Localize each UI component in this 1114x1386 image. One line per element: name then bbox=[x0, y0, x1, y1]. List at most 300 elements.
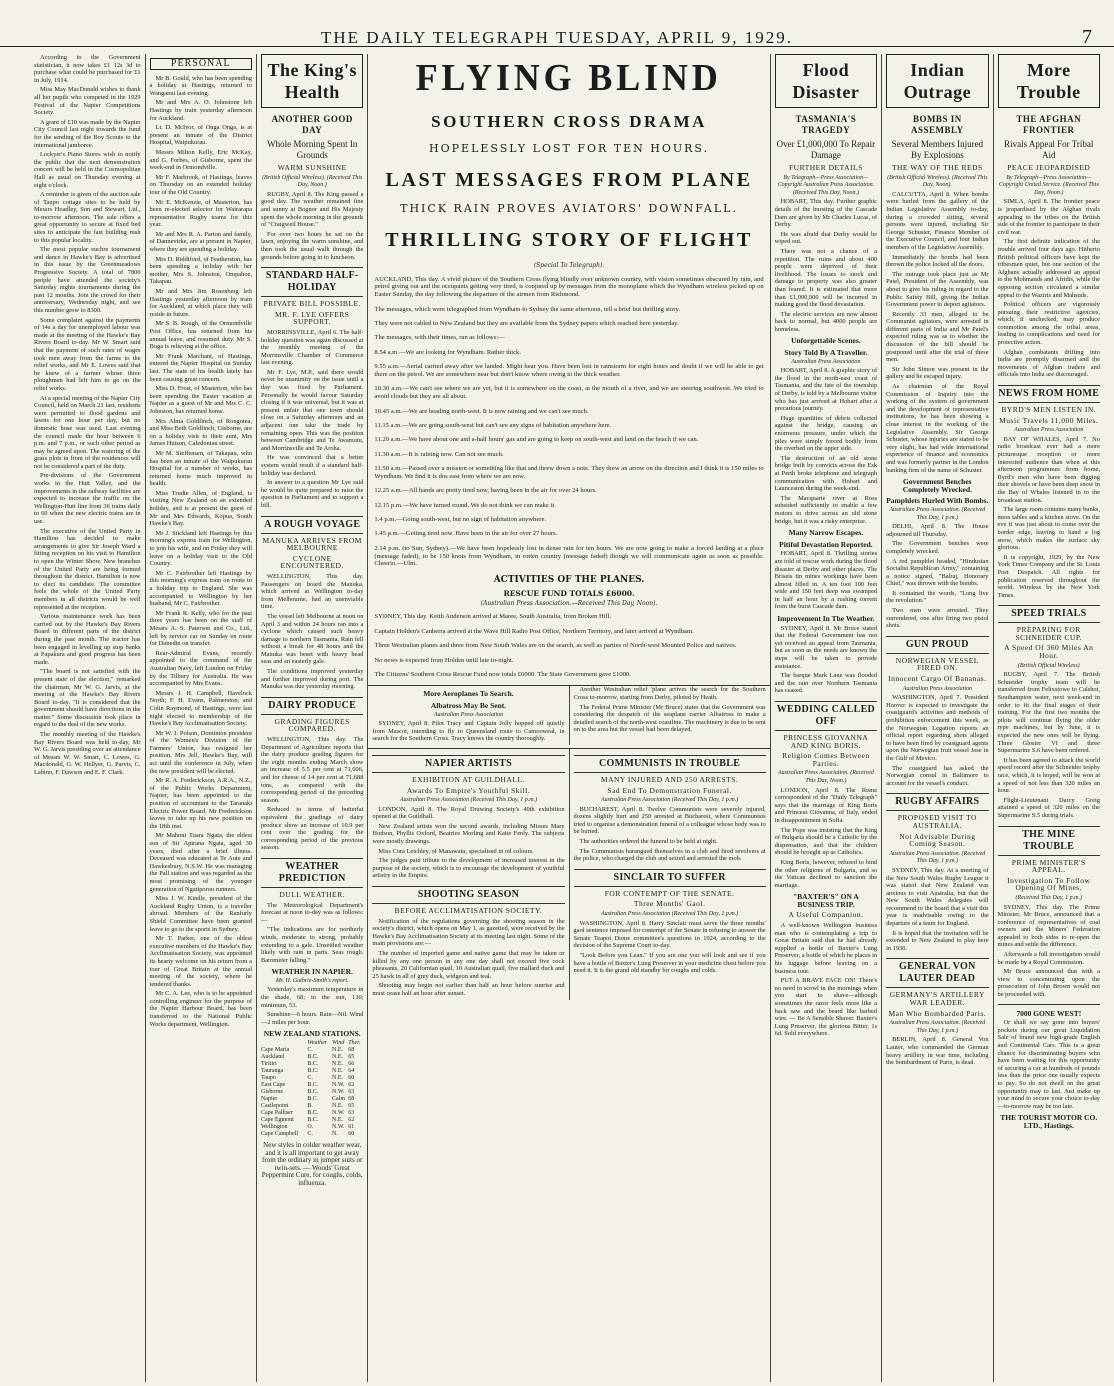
communists-credit: Australian Press Association (Received This Day, 1 p.m.) bbox=[600, 797, 739, 804]
table-header-cell: Weather bbox=[307, 1040, 328, 1047]
byrd-credit: Australian Press Association bbox=[1014, 427, 1084, 434]
table-row bbox=[261, 1096, 363, 1103]
paragraph: Mr W. J. Polson, Dominion president of the Women's Division of the Farmers' Union, has resigned her position. Mrs Jell, Hawke's Bay, will act until the conference in July, when the new president will be elected. bbox=[149, 729, 252, 775]
afghan-deck-1: THE AFGHAN FRONTIER bbox=[1016, 114, 1082, 135]
paragraph: Captain Holden's Canberra arrived at the Wave Hill Radio Post Office, Northern Territory, and later arrived at Wyndham. bbox=[374, 627, 694, 635]
paragraph: Mr R. A. Frederickson, A.R.A., N.Z., of the Public Works Department, Napier, has been appointed to the position of accountant to the Taranaki Electric Power Board. Mr Frederickson leaves to take up his new position on the 18th inst. bbox=[149, 777, 252, 830]
paragraph: The destruction of an old stone bridge built by convicts across the Esk at Perth broke telephone and telegraph communication with Hobart and Launceston during the week-end. bbox=[774, 454, 878, 493]
gun-proud-story bbox=[886, 694, 988, 787]
flying-blind-credit: (Special To Telegraph). bbox=[533, 262, 605, 269]
gone-west-heading: 7000 GONE WEST! bbox=[1016, 1008, 1082, 1018]
mine-deck: PRIME MINISTER'S APPEAL. bbox=[1011, 857, 1086, 875]
paragraph: HOBART, April 8. Thrilling stories are told of rescue work during the flood disaster at Derby and other places. The Briseis tin mines workings have been almost filled in. A ten foot 100 feet wide and 150 feet deep was swamped in half an hour by a rushing torrent from the burst Cascade dam. bbox=[774, 550, 878, 611]
paragraph: Miss J. W. Kindle, president of the Auckland Rugby Union, is a traveller abroad. Members of the Ranfurly Shield Committee have been granted leave to go to the sports in Sydney. bbox=[149, 895, 252, 933]
table-cell: 68 bbox=[348, 1096, 355, 1103]
newspaper-title: THE DAILY TELEGRAPH TUESDAY, APRIL 9, 1929. bbox=[320, 28, 793, 47]
table-cell: 63 bbox=[348, 1089, 355, 1096]
column-9-more-trouble bbox=[993, 54, 1104, 1382]
shooting-season-deck: BEFORE ACCLIMATISATION SOCIETY. bbox=[394, 906, 543, 916]
paragraph: Mr C. Fairbrother left Hastings by this morning's express train on route to a holiday trip to England. She was accompanied to Wellington by her husband, Mr C. Fairbrother. bbox=[149, 569, 252, 608]
paragraph: 11.20 a.m.—We have about one and a-half hours' gas and are going to keep on south-west and land on the beach if we can. bbox=[374, 436, 699, 444]
napier-artists-deck: EXHIBITION AT GUILDHALL. bbox=[412, 774, 525, 784]
table-cell: 62 bbox=[348, 1082, 355, 1089]
albatross-section bbox=[368, 685, 769, 745]
sinclair-headline: SINCLAIR TO SUFFER bbox=[574, 869, 766, 887]
paragraph: A red pamphlet headed, "Hindustan Socialist Republican Army," containing a notice signed, "Balraj, Honorary Chief," was thrown with the bombs. bbox=[886, 557, 989, 588]
table-cell: 66 bbox=[348, 1061, 355, 1068]
paragraph: AUCKLAND, This day. A vivid picture of the Southern Cross flying blindly over unknown country, with vision sometimes obscured by rain, and petrol giving out and the occupants getting very tired, is conjured up by messages from the monoplane which the Wyndham wireless picked up on Easter Sunday, the day following the departure of the airmen from Richmond. bbox=[374, 275, 764, 299]
paragraph: Pre-divisions of the Government works in the Hutt Valley, and the improvements in the railway facilities are expected to increase the traffic on the Wellington-Hutt line from 36 trains daily to 60 when the new electric trains are in use. bbox=[34, 472, 141, 526]
kings-health-credit: (British Official Wireless). (Received This Day, Noon.) bbox=[262, 174, 363, 189]
paragraph: SIMLA, April 8. The frontier peace is jeopardised by the Afghan rivals appealing to the tribes on the British side of the frontier to participate in their civil war. bbox=[997, 198, 1100, 236]
indian-credit: (British Official Wireless). (Received This Day, Noon). bbox=[887, 174, 988, 189]
table-cell: 65 bbox=[348, 1054, 355, 1061]
napier-artists-sub: Awards To Empire's Youthful Skill. bbox=[406, 785, 531, 795]
personal-items bbox=[150, 75, 252, 1029]
table-cell: B. bbox=[307, 1103, 313, 1110]
flood-deck-1: TASMANIA'S TRAGEDY bbox=[795, 114, 857, 135]
paragraph: The coastguard has asked the Norwegian consul in Baltimore to account for the vessel's conduct. bbox=[886, 764, 989, 787]
rugby-credit: Australian Press Association. (Received This Day, 1 p.m.) bbox=[889, 850, 986, 865]
weather-prediction-headline: WEATHER PREDICTION bbox=[261, 858, 363, 888]
paragraph: "Look Before you Lean." If you are one you will look and see if you have a bottle of Baxter's Lung Preserver in your medicine chest before you need it. It is the grand old standby for coughs and colds. bbox=[573, 952, 766, 975]
napier-artists-headline: NAPIER ARTISTS bbox=[372, 755, 564, 773]
paragraph: The authorities ordered the funeral to be held at night. bbox=[579, 838, 718, 846]
table-row bbox=[261, 1117, 363, 1124]
column-3-kings-health bbox=[256, 54, 367, 1382]
flying-blind-spread bbox=[367, 54, 769, 1382]
activities-story bbox=[368, 613, 769, 678]
paragraph: It is hoped that the invitation will be extended to New Zealand to play here in 1930. bbox=[886, 929, 989, 952]
paragraph: Mr S. B. Rough, of the Ormondville Post Office, has returned from his annual leave, and resumed duty. Mr S. Boga is relieving at the office. bbox=[149, 320, 252, 351]
paragraph: Miss Trudie Allen, of England, is visiting New Zealand on an extended holiday, and is at present the guest of Mr and Mrs Edwards, Kopua, South Hawke's Bay. bbox=[149, 489, 252, 528]
benches-heading: Government Benches Completely Wrecked. bbox=[902, 477, 972, 494]
half-holiday-deck: PRIVATE BILL POSSIBLE. bbox=[263, 299, 361, 309]
paragraph: A grant of £10 was made by the Napier City Council last night towards the fund for the sending of the Boy Scouts to the international jamboree. bbox=[34, 118, 141, 149]
tourist-motor-footer: THE TOURIST MOTOR CO. LTD., Hastings. bbox=[1000, 1113, 1098, 1130]
paragraph: "The board is not satisfied with the present state of the election," remarked the chairman, Mr W. G. Jarvis, at the meeting of the Hawke's Bay Rivers Board to-day. "It is considered that the government should have directions in the matter." Some discussion took place in regard to the deal of the new works. bbox=[34, 668, 141, 729]
paragraph: In answer to a question Mr Lye said he would be quite prepared to raise the question in Parliament and to support a bill. bbox=[260, 479, 364, 509]
indian-deck-3: THE WAY OF THE REDS bbox=[891, 163, 983, 172]
speed-story bbox=[998, 671, 1100, 819]
paragraph: The vessel left Melbourne at noon on April 3 and within 24 hours ran into a cyclone which caused such heavy damage to northern Tasmania. Rain fell without a break for 48 hours and the Manuka was beset with heavy head seas and an easterly gale. bbox=[260, 612, 364, 666]
paragraph: Miss D. Frost, of Masterton, who has been spending the Easter vacation at Napier as a guest of Mr and Mrs C. C. Johnston, has returned home. bbox=[149, 385, 252, 415]
sinclair-credit: Australian Press Association (Received This Day, 1 p.m.) bbox=[600, 911, 739, 918]
dairy-produce-deck: GRADING FIGURES COMPARED. bbox=[274, 716, 350, 734]
paragraph: At a special meeting of the Napier City Council, held on March 21 last, residents were permitted to flood gardens and lawns for one hour per day, but no domestic hose was used. Last evening the council made the hour between 6 p.m. and 7 p.m., or such other period as may be agreed upon. The watering of the grass plots in front of the residences will not be considered a part of the duty. bbox=[34, 394, 141, 470]
paragraph: The judges paid tribute to the development of increased interest in the purpose of the society, which is to encourage the development of youthful artistry in the Empire. bbox=[372, 857, 565, 880]
table-cell: Tauranga bbox=[260, 1068, 284, 1075]
last-messages-deck: LAST MESSAGES FROM PLANE bbox=[385, 169, 753, 191]
paragraph: Mr and Mrs Jim Rosenberg left Hastings yesterday afternoon by train for Auckland, at which place they will reside in future. bbox=[149, 288, 252, 318]
paragraph: He was afraid that Derby would be wiped out. bbox=[774, 230, 878, 246]
table-cell: B.C. bbox=[307, 1061, 319, 1068]
paragraph: 1.45 p.m.—Getting tired now. Have been in the air for over 27 hours. bbox=[374, 530, 558, 538]
napier-weather-credit: Mr. H. Guthrie-Smith's report. bbox=[275, 977, 349, 984]
paragraph: Afghan combatants drifting into India are promptly disarmed and the movements of Afghan traders and officials into India are discouraged. bbox=[997, 348, 1100, 379]
speed-trials-headline: SPEED TRIALS bbox=[998, 605, 1100, 623]
lauter-deck: GERMANY'S ARTILLERY WAR LEADER. bbox=[889, 990, 985, 1008]
kings-health-deck-3: WARM SUNSHINE bbox=[277, 163, 347, 172]
more-aeroplanes-heading: More Aeroplanes To Search. bbox=[423, 689, 514, 699]
paragraph: Yesterday's maximum temperature in the shade, 68; in the sun, 130; minimum, 53. bbox=[260, 986, 364, 1009]
paragraph: Mr E. McKenzie, of Masterton, has been re-elected selector for Wairarapa representative Rugby teams for this year. bbox=[149, 198, 252, 229]
table-cell: 60 bbox=[348, 1075, 355, 1082]
paragraph: King Boris, however, refused to bind the other religions of Bulgaria, and so the Vatican declined to sanction the marriage. bbox=[774, 858, 878, 889]
half-holiday-headline: STANDARD HALF-HOLIDAY bbox=[261, 267, 363, 297]
pitiful-devastation-heading: Pitiful Devastation Reported. bbox=[779, 539, 873, 549]
communists-story bbox=[574, 806, 766, 863]
divider bbox=[998, 1004, 1100, 1005]
paragraph: There was not a chance of a repetition. The ruins and about 400 people were deprived of their livelihood. The losses to stock and damage to property was also greater than feared. It is estimated that more than £1,000,000 will be incurred in making good the flood devastation. bbox=[774, 247, 878, 309]
rugby-sub: Not Advisable During Coming Season. bbox=[899, 831, 976, 849]
traveller-heading: Story Told By A Traveller. bbox=[784, 348, 868, 358]
shooting-season-headline: SHOOTING SEASON bbox=[372, 886, 564, 904]
lauter-sub: Man Who Bombarded Paris. bbox=[888, 1008, 987, 1018]
paragraph: For over two hours he sat on the lawn, enjoying the warm sunshine, and then took the usual walk through the grounds before going in to luncheon. bbox=[260, 230, 364, 261]
baxter-heading: "BAXTER'S" ON A BUSINESS TRIP. bbox=[792, 892, 859, 909]
flying-blind-story bbox=[368, 276, 769, 569]
sinclair-sub: Three Months' Gaol. bbox=[633, 899, 706, 909]
paragraph: Shooting may begin not earlier than half an hour before sunrise and must cease half an hour after sunset. bbox=[372, 982, 565, 997]
paragraph: HOBART, April 8. A graphic story of the flood in the north-east coast of Tasmania, and the fate of the township of Derby, is told by a Melbourne visitor who has just arrived at Hobart after a precarious journey. bbox=[774, 367, 878, 413]
table-row bbox=[261, 1082, 363, 1089]
wedding-headline: WEDDING CALLED OFF bbox=[775, 701, 877, 731]
table-row bbox=[261, 1075, 363, 1082]
paragraph: 8.54 a.m.—We are looking for Wyndham. Rather thick. bbox=[374, 348, 521, 356]
table-cell: N.W. bbox=[332, 1089, 345, 1096]
table-row bbox=[261, 1089, 363, 1096]
paragraph: 11.50 a.m.—Passed over a mission or something like that and threw down a note. They drew an arrow on the direction and I think it is 150 miles to Wyndham. We find it is dos east from where we are now. bbox=[374, 465, 764, 480]
column-1-local-notes bbox=[34, 54, 145, 1382]
table-cell: C. bbox=[307, 1131, 313, 1138]
column-8-indian-outrage bbox=[881, 54, 992, 1382]
table-cell: N.E. bbox=[332, 1054, 344, 1061]
table-cell: B.C. bbox=[307, 1117, 319, 1124]
rugby-headline: RUGBY AFFAIRS bbox=[886, 793, 988, 811]
improvement-story bbox=[775, 625, 877, 695]
lauter-story bbox=[886, 1036, 988, 1066]
pamphlets-story bbox=[886, 523, 988, 630]
baxter-sub: A Useful Companion. bbox=[788, 910, 864, 920]
paragraph: Mr F. Marbrook, of Hastings, leaves on Thursday on an extended holiday tour of the Old Country. bbox=[149, 173, 252, 196]
paragraph: Lockyer's Piano Stores wish to notify the public that the next demonstration concert will be held in the Cosmopolitan Hall as usual on Thursday evening at eight o'clock. bbox=[34, 151, 141, 189]
paragraph: BERLIN, April 8. General Von Lauter, who commanded the German heavy artillery in war time, including the bombardment of Paris, is dead. bbox=[886, 1036, 989, 1067]
paragraph: LONDON, April 8. The Royal Drawing Society's 40th exhibition opened at the Guildhall. bbox=[372, 805, 565, 821]
table-cell: B.C. bbox=[307, 1054, 319, 1061]
paragraph: New Zealand artists won the second awards, including Misses Mary Hodson, Phyllis Oxford, Beatrice Morling and Katie Fenly. The subjects were mostly drawings. bbox=[372, 822, 565, 846]
albatross-paragraph: The Federal Prime Minister (Mr Bruce) states that the Government was considering the despatch of the seaplane carrier Albatross to make a detailed search of the north-west coastline. The machinery is due to be sent on to the area but the vessel had been delayed. bbox=[573, 703, 766, 734]
paragraph: Mr M. Steffensen, of Takapau, who has been an inmate of the Waipukurau Hospital for a number of weeks, has returned home much improved in health. bbox=[149, 449, 252, 488]
lower-left-column bbox=[368, 749, 568, 1000]
paragraph: The barque Mark Lane was flooded and the rain over Northern Tasmania has ceased. bbox=[774, 672, 878, 695]
paragraph: Mrs Alma Goldfinch, of Rongotea, and Miss Beth Goldfinch, Gisborne, are on a holiday visit to their aunt, Mrs James Hutson, Caledonian street. bbox=[149, 417, 252, 448]
communists-headline: COMMUNISTS IN TROUBLE bbox=[574, 755, 766, 773]
paragraph: Sir John Simon was present in the gallery and he escaped injury. bbox=[886, 365, 989, 381]
paragraph: SYDNEY, April 8. Mr Bruce stated that the Federal Government has not yet received an appeal from Tasmania, but as soon as the needs are known the steps will be taken to provide assistance. bbox=[774, 624, 878, 670]
paragraph: SYDNEY, This day. Keith Anderson arrived at Maree, South Australia, from Broken Hill. bbox=[374, 613, 611, 621]
table-cell: 62 bbox=[348, 1117, 355, 1124]
improvement-heading: Improvement In The Weather. bbox=[777, 614, 875, 624]
paragraph: Huge quantities of debris collected against the bridge, causing an enormous pressure, under which the piles were simply forced bodily from the riverbed on the upper side. bbox=[774, 414, 878, 453]
table-cell: Wellington bbox=[260, 1124, 288, 1131]
paragraph: 12.25 a.m.—All hands are pretty tired now, having been in the air for over 24 hours. bbox=[374, 487, 597, 495]
paragraph: Mr and Mrs R. A. Parton and family, of Dannevirke, are at present in Napier, where they are spending a holiday. bbox=[149, 230, 252, 254]
paragraph: Mr C. A. Lee, who is to be appointed controlling engineer for the purpose of the Napier Harbour Board, has been transferred to the National Public Works department, Wellington. bbox=[149, 990, 252, 1028]
paragraph: Flight-Lieutenant Darcy Greig attained a speed of 320 miles on the Supermarine S.5 during trials. bbox=[997, 796, 1100, 819]
napier-weather-story bbox=[261, 986, 363, 1026]
table-cell: 68 bbox=[348, 1047, 355, 1054]
table-header-cell: Ther. bbox=[348, 1040, 361, 1047]
paragraph: Recently 33 men, alleged to be Communist agitators, were arrested in different parts of India and Mr Patel's expected ruling was as to whether the discussion of the bill should be postponed until after the trial of these men. bbox=[886, 310, 989, 364]
table-cell: Taupo bbox=[260, 1075, 276, 1082]
table-row bbox=[261, 1047, 363, 1054]
afghan-deck-3: PEACE JEOPARDISED bbox=[1007, 163, 1091, 172]
paragraph: No news is expected from Holden until late to-night. bbox=[374, 656, 514, 664]
sinclair-deck: FOR CONTEMPT OF THE SENATE. bbox=[604, 888, 735, 898]
paragraph: Mr J. Stickland left Hastings by this morning's express train for Wellington, to join his wife, and on Friday they will leave on a holiday visit to the Old Country. bbox=[149, 529, 252, 568]
indian-outrage-headline: Indian Outrage bbox=[886, 54, 988, 108]
paragraph: SYDNEY, This day. At a meeting of the New South Wales Rugby League it was stated that New Zealand was anxious to visit Australia, but that the New South Wales delegates will recommend to the board that a visit this year is inadvisable owing to the departure of a team for England. bbox=[886, 866, 989, 928]
paragraph: Mrs D. Riddiford, of Featherston, has been spending a holiday with her mother, Mrs S. Johnston, Ompahoe, Takapau. bbox=[149, 255, 252, 286]
table-cell: B.C. bbox=[307, 1096, 319, 1103]
table-row bbox=[261, 1054, 363, 1061]
lauter-headline: GENERAL VON LAUTER DEAD bbox=[886, 958, 988, 988]
table-cell: Cape Egmont bbox=[260, 1117, 294, 1124]
kings-health-deck-2: Whole Morning Spent In Grounds bbox=[267, 139, 358, 160]
table-cell: N.W. bbox=[332, 1110, 345, 1117]
table-cell: B.C. bbox=[307, 1110, 319, 1117]
paragraph: Three Westralian planes and three from New South Wales are on the search, as well as parties of North-west Mounted Police and natives. bbox=[374, 642, 737, 650]
table-row bbox=[261, 1068, 363, 1075]
kings-health-headline: The King's Health bbox=[261, 54, 363, 108]
paragraph: The Citizens' Southern Cross Rescue Fund now totals £6000. The State Government gave £1000. bbox=[374, 670, 631, 678]
paragraph: RUGBY, April 8. The King passed a good day. The weather remained fine and sunny at Bognor and His Majesty spent the whole morning in the grounds of "Craigweil House." bbox=[260, 190, 364, 229]
table-cell: East Cape bbox=[260, 1082, 286, 1089]
paragraph: The first definite indication of the trouble arrived four days ago. Hitherto British political officers have kept the tribesmen quiet, but one section of the Afghans actually addressed an appeal to the Mohmands and Afridis, while the opposing section circulated a similar appeal to the Waziris and Mahsuds. bbox=[997, 238, 1100, 299]
afghan-story bbox=[998, 198, 1100, 379]
paragraph: The number of imported game and native game that may be taken or killed by any one person in any one day shall not exceed five cock pheasants, 20 Californian quail, 10 Australian quail, five mallard duck and 25 hawk in all of grey duck, widgeon and teal. bbox=[372, 950, 565, 980]
more-trouble-headline: More Trouble bbox=[998, 54, 1100, 108]
mine-trouble-headline: THE MINE TROUBLE bbox=[998, 826, 1100, 856]
kings-health-story bbox=[261, 191, 363, 261]
paragraph: The Macquarie river at Ross subsided sufficiently to enable a few motors to drive across an old stone bridge, but it was a risky enterprise. bbox=[774, 494, 878, 525]
activities-credit: (Australian Press Association.—Received This Day, Noon). bbox=[480, 599, 658, 607]
paragraph: The outrage took place just as Mr Patel, President of the Assembly, was about to give his ruling in regard to the Public Safety Bill, giving the Indian Government power to deport agitators. bbox=[886, 270, 989, 309]
paragraph: 1.4 p.m.—Going south-west, but no sign of habitation anywhere. bbox=[374, 516, 547, 524]
dairy-produce-headline: DAIRY PRODUCE bbox=[261, 697, 363, 715]
lower-wide-section bbox=[368, 748, 769, 1000]
pitiful-story bbox=[775, 550, 877, 611]
table-cell: Napier bbox=[260, 1096, 278, 1103]
paragraph: SYDNEY, This day. The Prime Minister, Mr Bruce, announced that a conference of representatives of coal owners and the Miners' Federation appealed to both sides to re-open the mines and settle the difference. bbox=[997, 903, 1100, 949]
table-cell: Cape Palliser bbox=[260, 1110, 293, 1117]
table-cell: Calm bbox=[332, 1096, 346, 1103]
column-2-personal bbox=[145, 54, 256, 1382]
table-cell: N.W. bbox=[332, 1082, 345, 1089]
table-cell: 65 bbox=[348, 1103, 355, 1110]
table-row bbox=[261, 1103, 363, 1110]
paragraph: LONDON, April 8. The Rome correspondent of the "Daily Telegraph" says that the marriage of King Boris and Princess Giovanna, of Italy, ended in disappointment in Sofia. bbox=[774, 786, 878, 824]
paragraph: HOBART, This day. Further graphic details of the bursting of the Cascade Dam are given by Mr Charles Lucas, of Derby. bbox=[774, 198, 878, 229]
gun-proud-sub: Innocent Cargo Of Bananas. bbox=[888, 674, 987, 684]
paragraph: Mr Mahoni Tuara Ngata, the eldest son of Sir Apirana Ngata, aged 30 years, died after a brief illness. Deceased was educated at Te Aute and Hawkesbury, N.S.W. He was managing the Pall station and was regarded as the most promising of the younger generation of Ngatiporou runners. bbox=[149, 832, 252, 893]
paragraph: 11.30 a.m.—It is raining now. Can not see much. bbox=[374, 450, 504, 458]
table-cell: N.E. bbox=[332, 1103, 344, 1110]
paragraph: They were not cabled to New Zealand but they are available from the Sydney papers which reached here yesterday. bbox=[374, 319, 679, 327]
page-number: 7 bbox=[1082, 26, 1092, 48]
indian-deck-1: BOMBS IN ASSEMBLY bbox=[910, 114, 964, 135]
paragraph: The Communists harangued themselves in a club and fired revolvers at the police, who charged the club and seized and arrested the mob. bbox=[573, 847, 766, 863]
thick-rain-deck: THICK RAIN PROVES AVIATORS' DOWNFALL. bbox=[400, 202, 738, 215]
paragraph: The executive of the United Party in Hamilton has decided to make arrangements to give Sir Joseph Ward a fitting reception on his visit to Hamilton to open the Winter Show. New branches of the United Party are being formed throughout the district. Hamilton is now to elect its candidate. The committee feels the whole of the United Party members in all districts would be well represented at the reception. bbox=[34, 527, 141, 611]
woods-peppermint-ad: New styles in colder weather wear, and it is all important to get away from the ordinary in jumper suits or twin-sets. — Woods' Great Peppermint Cure, for coughs, colds, influenza. bbox=[261, 1141, 363, 1187]
mine-sub: Investigation To Follow Opening Of Mines. bbox=[1007, 875, 1091, 893]
communists-sub: Sad End To Demonstration Funeral. bbox=[607, 785, 732, 795]
flying-blind-headline: FLYING BLIND bbox=[416, 57, 723, 99]
paragraph: Messrs Milton Kelly, Eric McKay, and G. Forbes, of Gisborne, spent the week-end in Ormondville. bbox=[149, 148, 252, 172]
rugby-deck: PROPOSED VISIT TO AUSTRALIA. bbox=[897, 813, 977, 830]
afghan-deck-2: Rivals Appeal For Tribal Aid bbox=[1004, 139, 1094, 160]
rough-voyage-headline: A ROUGH VOYAGE bbox=[261, 516, 363, 534]
paragraph: Lt. D. McIvor, of Onga Onga, is at present an inmate of the District Hospital, Waipukurau. bbox=[149, 124, 252, 147]
paragraph: The messages, with their times, ran as follows:— bbox=[374, 334, 505, 342]
wedding-deck: PRINCESS GIOVANNA AND KING BORIS. bbox=[783, 733, 869, 750]
paragraph: Mr Frank Marchant, of Hastings, entered the Napier Hospital on Sunday last. The state of his health lately has been causing great concern. bbox=[149, 352, 252, 383]
paragraph: WELLINGTON, This day. Passengers on board the Manuka, which arrived at Wellington to-day from Melbourne, had an unenviable time. bbox=[260, 572, 364, 611]
paragraph: Some complaint against the payments of 14s a day for unemployed labour was made at the meeting of the Hawke's Bay Rivers Board to-day. Mr W. Smart said that the payment of such rates of wages took men away from the farms to the relief works, and Mr E. Lowes said that he knew of a farmer whose three ploughmen had left him to go on the relief works. bbox=[34, 316, 141, 392]
paragraph: CALCUTTA, April 8. When bombs were hurled from the gallery of the Indian Legislative Assembly to-day, during a crowded sitting, several persons were injured, including Sir George Schuster, Finance Member of the Executive Council, and four Indian members of the Legislative Assembly. bbox=[886, 190, 989, 251]
thrilling-story-deck: THRILLING STORY OF FLIGHT bbox=[385, 229, 753, 251]
paragraph: Mr F. Lye, M.P., said there would never be unanimity on the issue until a day was fixed by Parliament. Personally he would favour Saturday closing if it was universal, but it was at present unfair that one town should close on a Saturday afternoon and an adjacent one take the trade by remaining open. This was the position between Cambridge and Te Awamutu, and Morrinsville and Te Aroha. bbox=[260, 368, 364, 452]
paragraph: A well-known Wellington business man who is contemplating a trip to Great Britain said that he had already supplied a bottle of Baxter's Lung Preserver, a bottle of which he places in his luggage before leaving on a business tour. bbox=[774, 922, 878, 975]
table-cell: Auckland bbox=[260, 1054, 285, 1061]
paragraph: Mr and Mrs A. O. Johnstone left Hastings by train yesterday afternoon for Auckland. bbox=[149, 99, 252, 122]
traveller-story bbox=[775, 367, 877, 525]
communists-deck: MANY INJURED AND 250 ARRESTS. bbox=[600, 774, 739, 784]
paragraph: Mr B. Gould, who has been spending a holiday at Hastings, returned to Wanganui last evening. bbox=[149, 74, 252, 97]
table-cell: Cape Campbell bbox=[260, 1131, 299, 1138]
hopelessly-lost-deck: HOPELESSLY LOST FOR TEN HOURS. bbox=[429, 142, 710, 155]
paragraph: The electric services are now almost back to normal, but 4000 people are homeless. bbox=[774, 310, 878, 333]
albatross-heading: Albatross May Be Sent. bbox=[430, 700, 507, 710]
paragraph: DELHI, April 8. The House adjourned till Thursday. bbox=[886, 523, 989, 538]
table-cell: B.C. bbox=[307, 1068, 319, 1075]
paragraph: WELLINGTON, This day. The Department of Agriculture reports that the dairy produce grading figures for the eight months ending March show an increase of 5.5 per cent at 71,606, and for cheese of 14 per cent at 71,688 tons, as compared with the corresponding period of the preceding season. bbox=[260, 736, 364, 804]
rough-voyage-story bbox=[261, 573, 363, 691]
paragraph: Miss May MacDonald wishes to thank all her pupils who competed in the 1929 Festival of the Napier Competitions Society. bbox=[34, 86, 141, 117]
table-header-cell: Wind bbox=[332, 1040, 345, 1047]
table-header-cell bbox=[261, 1040, 307, 1047]
table-cell: Tiritiri bbox=[260, 1061, 277, 1068]
gone-west-story bbox=[998, 1019, 1100, 1110]
byrd-sub: Music Travels 11,000 Miles. bbox=[999, 415, 1099, 425]
paragraph: 10.30 a.m.—We can't see where we are yet, but it is somewhere on the coast, at the mouth of a river, and we are steering southwest. We tried to avoid clouds but they are all about. bbox=[374, 385, 764, 401]
paragraph: Immediately the bombs had been thrown the police locked all the doors. bbox=[886, 253, 989, 269]
weather-prediction-story bbox=[261, 902, 363, 965]
table-cell: Cape Maria bbox=[260, 1047, 290, 1054]
personal-heading: PERSONAL bbox=[150, 58, 252, 70]
flood-credit: By Telegraph—Press Association—Copyright Australian Press Association. (Received This Day, Noon.) bbox=[777, 174, 875, 196]
paragraph: Political officers are vigorously pursuing their restrictive agencies, which, if unchecked, may produce commotion among the tribal areas, leading to complications and need for protective action. bbox=[997, 301, 1100, 347]
paragraph: WASHINGTON, April 8. Harry Sinclair must serve the three months' gaol sentence imposed for contempt of the Senate in refusing to answer the Senate Teapot Dome committee's questions in 1924, according to the decision of the Supreme Court to-day. bbox=[573, 919, 766, 950]
paragraph: The conditions improved yesterday and further improved during port. The Manuka was due yesterday morning. bbox=[260, 668, 364, 691]
rough-voyage-sub: CYCLONE ENCOUNTERED. bbox=[280, 553, 344, 571]
table-cell: O. bbox=[307, 1124, 314, 1131]
table-row bbox=[261, 1110, 363, 1117]
paragraph: RUGBY, April 7. The British Schneider trophy team will be transferred from Felixstowe to Calshot, Southampton water, next week-end in order to fit the final stages of their training. For the first two months the pilots will continue flying the older type machines, but by June, it is expected the new ones will be flying. Three Gloster VI and three Supermarine S.6 have been ordered. bbox=[997, 671, 1100, 755]
table-cell: 60 bbox=[348, 1131, 355, 1138]
paragraph: 11.15 a.m.—We are going south-west but can't see any signs of habitation anywhere here. bbox=[374, 421, 612, 429]
flood-disaster-headline: Flood Disaster bbox=[775, 54, 877, 108]
paragraph: 2.14 p.m. (to Sun, Sydney).—We have been hopelessly lost in dense rain for ten hours. We are now going to make a forced landing at a place (message faded), to be 150 knots from Wyndham, in rotten country (message faded) though we will communicate again as soon as possible. Cheerio.—Ulm. bbox=[374, 544, 764, 568]
southern-cross-deck: SOUTHERN CROSS DRAMA bbox=[431, 112, 707, 131]
byrd-story bbox=[998, 436, 1100, 599]
paragraph: BAY OF WHALES, April 7. No radio broadcast ever had a more picturesque reception or more interested audience than when at this afternoon programmes from home, Byrd's men who have been digging their shovels or have been deep snow in the Bay of Whales listened in to the broadcast station. bbox=[997, 435, 1100, 504]
paragraph: Sunshine—6 hours. Rain—Nil. Wind—2 miles per hour. bbox=[260, 1011, 364, 1026]
newspaper-page bbox=[34, 54, 1104, 1382]
table-cell: B.C. bbox=[307, 1089, 319, 1096]
rough-voyage-deck: MANUKA ARRIVES FROM MELBOURNE bbox=[262, 535, 362, 553]
indian-story bbox=[886, 191, 988, 474]
table-cell: Castlepoint bbox=[260, 1103, 289, 1110]
half-holiday-story bbox=[261, 329, 363, 510]
gun-proud-credit: Australian Press Association bbox=[902, 685, 972, 692]
mine-story bbox=[998, 904, 1100, 999]
albatross-paragraph: Another Westralian relief 'plane arrives the search for the Southern Cross to-morrow, starting from Derby, piloted by Heath. bbox=[573, 686, 766, 701]
paragraph: It is copyright, 1929, by the New York Times Company and the St. Louis Post Despatch. All rights for publication reserved throughout the world. Wireless by the New York Times. bbox=[997, 553, 1100, 599]
table-row bbox=[261, 1131, 363, 1138]
activities-heading: ACTIVITIES OF THE PLANES. bbox=[493, 574, 645, 585]
paragraph: Mr T. Parker, one of the oldest executive members of the Hawke's Bay Acclimatisation Society, was appointed its hearty welcome on his return from a tour of Great Britain at the annual meeting of the society, where he tendered thanks. bbox=[149, 935, 252, 988]
lower-right-column bbox=[569, 749, 770, 1000]
paragraph: It contained the words, "Long live the revolution." bbox=[886, 589, 989, 605]
flood-deck-2: Over £1,000,000 To Repair Damage bbox=[776, 139, 876, 160]
traveller-credit: Australian Press Association bbox=[791, 358, 861, 365]
albatross-right bbox=[569, 686, 770, 745]
table-cell: N. bbox=[332, 1131, 338, 1138]
wedding-story bbox=[775, 787, 877, 890]
pamphlets-credit: Australian Press Association. (Received This Day, 1 p.m.) bbox=[889, 506, 986, 521]
paragraph: Reduced to terms of butterfat equivalent the gradings of dairy produce show an increase of 10.9 per cent over the grading for the corresponding period of the previous season. bbox=[260, 806, 364, 852]
paragraph: Various maintenance work has been carried out by the Hawke's Bay Rivers Board in different parts of the district during the past month. The tractor has been engaged in levelling up stop banks at Papakura and good progress has been made. bbox=[34, 613, 141, 666]
baxter-story bbox=[775, 922, 877, 1038]
paragraph: 10.45 a.m.—We are heading north-west. It is now raining and we can't see much. bbox=[374, 407, 589, 415]
afghan-credit: By Telegraph—Press Association—Copyright United Service. (Received This Day, Noon.) bbox=[998, 174, 1099, 196]
weather-prediction-deck: DULL WEATHER. bbox=[279, 889, 346, 899]
paragraph: MORRINSVILLE, April 6. The half-holiday question was again discussed at the monthly meeting of the Morrinsville Chamber of Commerce last evening. bbox=[260, 328, 364, 367]
table-cell: 64 bbox=[348, 1068, 355, 1075]
speed-sub: A Speed Of 360 Miles An Hour. bbox=[1004, 643, 1094, 661]
paragraph: The most popular euchre tournament and dance in Hawke's Bay is advertised in this issue by the Greenmeadows Progressive Society. A total of 7800 people have attended the society's Saturday nights tournaments during the past 12 months. Join the crowd for their anniversary, Wednesday night, and see this number grow to 8300. bbox=[34, 246, 141, 314]
paragraph: WASHINGTON, April 7. President Hoover is expected to investigate the coastguard's activities and methods of prohibition enforcement this week, as the Norwegian Legation reports an official report regarding shots alleged to have been fired by coastguard agents upon the Norwegian fruit vessel Jose in the Gulf of Mexico. bbox=[886, 694, 989, 762]
table-cell: N.E. bbox=[332, 1047, 344, 1054]
table-cell: 63 bbox=[348, 1110, 355, 1117]
news-from-home-headline: NEWS FROM HOME bbox=[998, 385, 1100, 403]
sinclair-story bbox=[574, 920, 766, 975]
table-cell: C. bbox=[307, 1047, 313, 1054]
paragraph: Mr Bruce announced that with a view to concentrating upon the prosecution of John Brown would not be proceeded with. bbox=[997, 968, 1100, 999]
table-row bbox=[261, 1124, 363, 1131]
table-cell: N.E. bbox=[332, 1075, 344, 1082]
table-cell: C. bbox=[307, 1075, 313, 1082]
narrow-escapes-heading: Many Narrow Escapes. bbox=[788, 528, 864, 538]
lauter-credit: Australian Press Association. (Received This Day, 1 p.m.) bbox=[889, 1020, 986, 1034]
speed-deck: PREPARING FOR SCHNEIDER CUP. bbox=[1015, 625, 1083, 642]
albatross-credit: Australian Press Association bbox=[433, 711, 504, 718]
paragraph: The Government benches were completely wrecked. bbox=[886, 540, 989, 555]
paragraph: BUCHAREST, April 8. Twelve Communists were severely injured, dozens slightly hurt and 250 arrested at Bucharest, where Communists tried to organise a demonstration funeral of a colleague whose body was to be buried. bbox=[573, 805, 766, 836]
